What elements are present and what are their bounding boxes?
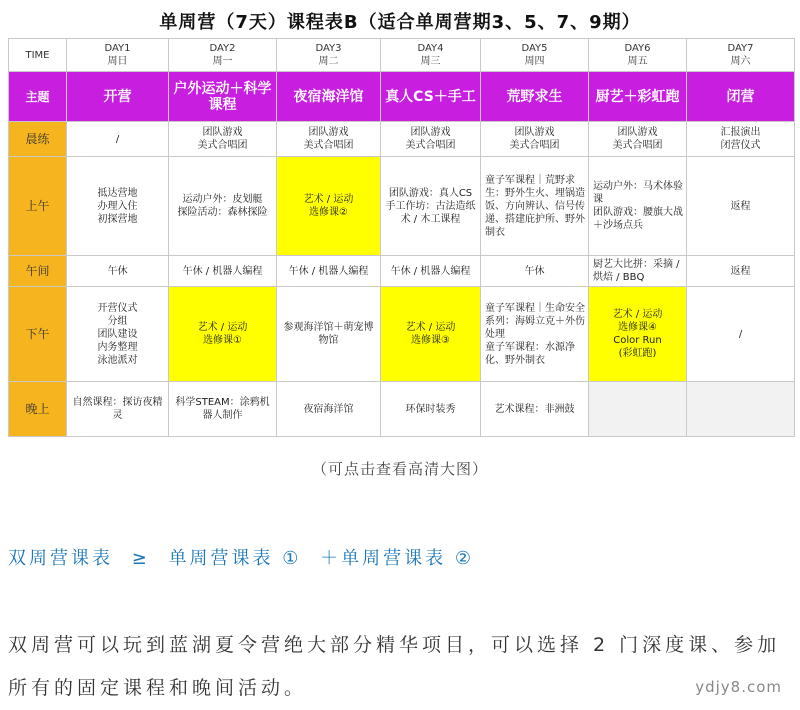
afternoon-row <box>9 287 795 382</box>
theme-cell: 开营 <box>67 72 169 122</box>
morning-exercise-row <box>9 122 795 157</box>
row-label: 晚上 <box>9 382 67 437</box>
body-paragraph: 双周营可以玩到蓝湖夏令营绝大部分精华项目，可以选择 2 门深度课、参加所有的固定课程和晚间活动。 <box>8 634 781 699</box>
row-label: 下午 <box>9 287 67 382</box>
schedule-cell: 团队游戏：真人CS 手工作坊：古法造纸 术 / 木工课程 <box>381 157 481 256</box>
schedule-cell: 运动户外：皮划艇 探险活动：森林探险 <box>169 157 277 256</box>
row-label: 主题 <box>9 72 67 122</box>
schedule-cell: 童子军课程｜荒野求生：野外生火、埋锅造饭、方向辨认、信号传递、搭建庇护所、野外制衣 <box>481 157 589 256</box>
schedule-cell: 午休 / 机器人编程 <box>169 256 277 287</box>
schedule-cell: 自然课程：探访夜精灵 <box>67 382 169 437</box>
schedule-cell: 环保时装秀 <box>381 382 481 437</box>
theme-row <box>9 72 795 122</box>
schedule-cell: 开营仪式 分组 团队建设 内务整理 泳池派对 <box>67 287 169 382</box>
schedule-cell: 返程 <box>687 157 795 256</box>
image-caption: （可点击查看高清大图） <box>311 460 488 478</box>
schedule-cell: 团队游戏 美式合唱团 <box>169 122 277 157</box>
schedule-cell: 团队游戏 美式合唱团 <box>277 122 381 157</box>
time-header: TIME <box>9 39 67 72</box>
evening-row <box>9 382 795 437</box>
row-label: 上午 <box>9 157 67 256</box>
day-header: DAY2 周一 <box>169 39 277 72</box>
schedule-cell: 返程 <box>687 256 795 287</box>
schedule-cell: 午休 / 机器人编程 <box>277 256 381 287</box>
elective-cell: 艺术 / 运动 选修课④ Color Run (彩虹跑) <box>589 287 687 382</box>
schedule-cell: / <box>687 287 795 382</box>
schedule-title: 单周营（7天）课程表B（适合单周营期3、5、7、9期） <box>159 12 641 33</box>
theme-cell: 荒野求生 <box>481 72 589 122</box>
theme-cell: 闭营 <box>687 72 795 122</box>
double-week-schedule-link[interactable]: 双周营课表 <box>8 548 113 569</box>
schedule-cell: 午休 <box>481 256 589 287</box>
watermark: ydjy8.com <box>695 678 782 696</box>
elective-cell: 艺术 / 运动 选修课① <box>169 287 277 382</box>
schedule-cell <box>589 382 687 437</box>
single-week-schedule-2-link[interactable]: ＋单周营课表 ② <box>320 548 475 569</box>
schedule-cell: 夜宿海洋馆 <box>277 382 381 437</box>
row-label: 晨练 <box>9 122 67 157</box>
schedule-cell <box>687 382 795 437</box>
theme-cell: 夜宿海洋馆 <box>277 72 381 122</box>
elective-cell: 艺术 / 运动 选修课③ <box>381 287 481 382</box>
schedule-cell: 午休 <box>67 256 169 287</box>
day-header: DAY6 周五 <box>589 39 687 72</box>
day-header: DAY5 周四 <box>481 39 589 72</box>
arrow-symbol: ≥ <box>131 548 150 569</box>
schedule-cell: 童子军课程｜生命安全系列：海姆立克＋外伤处理 童子军课程：水源净化、野外制衣 <box>481 287 589 382</box>
day-header: DAY1 周日 <box>67 39 169 72</box>
theme-cell: 户外运动＋科学课程 <box>169 72 277 122</box>
schedule-cell: 午休 / 机器人编程 <box>381 256 481 287</box>
schedule-cell: 抵达营地 办理入住 初探营地 <box>67 157 169 256</box>
theme-cell: 真人CS＋手工 <box>381 72 481 122</box>
schedule-cell: 科学STEAM：涂鸦机器人制作 <box>169 382 277 437</box>
noon-row <box>9 256 795 287</box>
schedule-table <box>8 38 795 437</box>
schedule-cell: 厨艺大比拼：采摘 / 烘焙 / BBQ <box>589 256 687 287</box>
day-header: DAY4 周三 <box>381 39 481 72</box>
row-label: 午间 <box>9 256 67 287</box>
schedule-cell: / <box>67 122 169 157</box>
schedule-cell: 艺术课程：非洲鼓 <box>481 382 589 437</box>
day-header: DAY3 周二 <box>277 39 381 72</box>
schedule-cell: 团队游戏 美式合唱团 <box>381 122 481 157</box>
morning-row <box>9 157 795 256</box>
schedule-cell: 团队游戏 美式合唱团 <box>481 122 589 157</box>
schedule-cell: 团队游戏 美式合唱团 <box>589 122 687 157</box>
single-week-schedule-1-link[interactable]: 单周营课表 ① <box>168 548 302 569</box>
elective-cell: 艺术 / 运动 选修课② <box>277 157 381 256</box>
schedule-cell: 汇报演出 闭营仪式 <box>687 122 795 157</box>
theme-cell: 厨艺＋彩虹跑 <box>589 72 687 122</box>
header-row <box>9 39 795 72</box>
course-links <box>8 544 484 570</box>
schedule-cell: 运动户外：马术体验课 团队游戏：腰旗大战＋沙场点兵 <box>589 157 687 256</box>
schedule-cell: 参观海洋馆＋萌宠博物馆 <box>277 287 381 382</box>
day-header: DAY7 周六 <box>687 39 795 72</box>
